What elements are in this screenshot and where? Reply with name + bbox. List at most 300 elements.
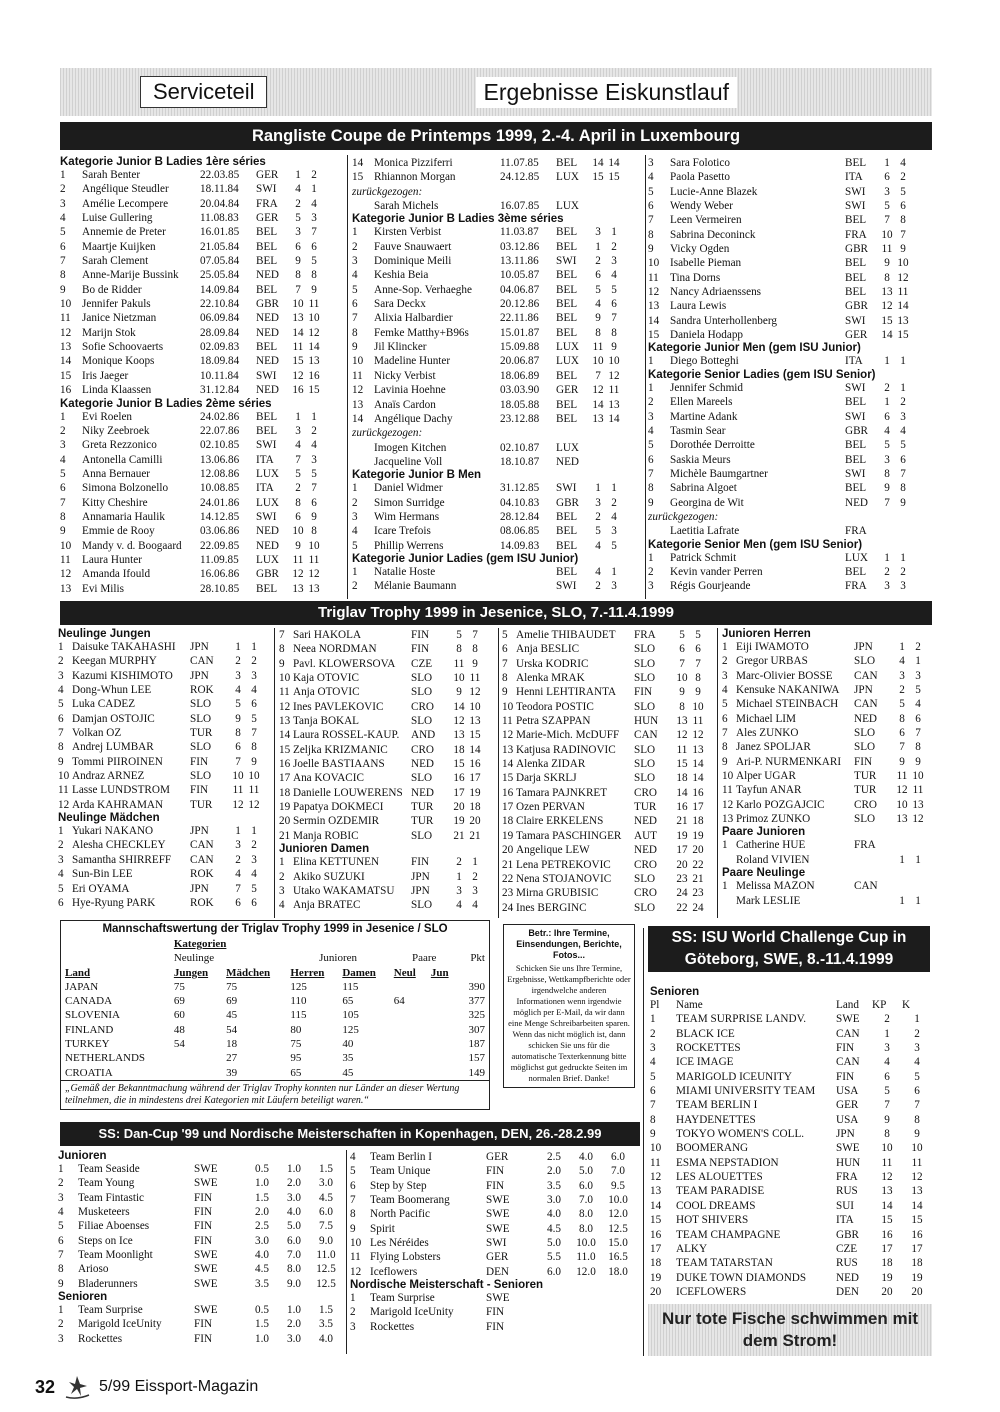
result-row: [58, 726, 273, 740]
result-row: [722, 640, 934, 654]
cell: 7: [595, 369, 601, 382]
cell: 7.0: [611, 1165, 625, 1178]
header-cell: KP: [872, 999, 887, 1011]
cell: FRA: [845, 580, 867, 593]
cell: 3: [648, 157, 654, 169]
cell: 15: [60, 369, 72, 382]
cell: FRA: [845, 525, 867, 538]
cell: 8: [914, 1113, 920, 1126]
cell: 12: [292, 369, 304, 382]
cell: Nicky Verbist: [374, 369, 436, 382]
cell: 03.12.86: [500, 240, 540, 253]
cell: RUS: [836, 1185, 858, 1198]
cell: 115: [290, 1009, 307, 1022]
cell: 9: [884, 482, 890, 495]
cell: TEAM TATARSTAN: [676, 1257, 773, 1270]
cell: 5: [251, 882, 257, 895]
cell: 19: [911, 1271, 923, 1284]
category-heading: Nordische Meisterschaft - Senioren: [350, 1279, 543, 1292]
result-row: [352, 524, 642, 538]
cell: 17: [469, 772, 481, 785]
cell: Akiko SUZUKI: [293, 870, 365, 883]
cell: 20: [676, 858, 688, 871]
cell: FRA: [256, 197, 278, 210]
cell: Fauve Snauwaert: [374, 240, 452, 253]
result-row: [350, 1222, 640, 1236]
cell: BEL: [256, 410, 278, 423]
cell: 13: [279, 715, 291, 728]
cell: 3.5: [255, 1277, 269, 1290]
cell: 19: [453, 815, 465, 828]
cell: 22: [502, 872, 514, 885]
cell: BEL: [845, 396, 867, 409]
team-row: [61, 1066, 489, 1080]
cell: 1: [884, 157, 890, 169]
cell: Martine Adank: [670, 410, 738, 423]
cell: SWE: [836, 1142, 860, 1155]
result-row: [352, 283, 642, 297]
cell: 2: [611, 496, 617, 509]
result-row: [648, 410, 933, 424]
cell: 24.12.85: [500, 171, 540, 184]
cell: GER: [256, 169, 279, 181]
cell: 19: [676, 829, 688, 842]
triglav-column-2: [279, 628, 497, 918]
cell: 13: [453, 729, 465, 742]
cell: 4: [914, 1056, 920, 1069]
cell: 11: [722, 784, 733, 797]
result-row: [650, 1242, 932, 1256]
cell: [570, 1320, 602, 1334]
cell: 6: [235, 741, 241, 754]
cell: FRA: [845, 228, 867, 241]
result-row: [502, 657, 716, 671]
cell: SWI: [845, 200, 866, 213]
cell: 5: [311, 255, 317, 268]
cell: GER: [486, 1151, 509, 1163]
cell: 9: [502, 686, 508, 699]
cell: Eri OYAMA: [72, 882, 130, 895]
cell: 15: [352, 171, 364, 184]
cell: 14: [648, 314, 660, 327]
cell: FRA: [836, 1171, 858, 1184]
cell: JPN: [411, 884, 430, 897]
cell: 21: [453, 829, 465, 842]
cell: [390, 1023, 427, 1037]
cell: 6: [650, 1085, 656, 1098]
cell: [500, 565, 556, 579]
cell: 12: [897, 271, 909, 284]
cell: 17: [502, 801, 514, 814]
cell: RUS: [836, 1257, 858, 1270]
cell: Zeljka KRIZMANIC: [293, 743, 388, 756]
cell: 6: [58, 896, 64, 909]
result-row: [58, 755, 273, 769]
cell: BEL: [256, 240, 278, 253]
result-row: [58, 712, 273, 726]
cell: 4: [611, 269, 617, 282]
cell: Urska KODRIC: [516, 657, 589, 670]
cell: 4.0: [579, 1151, 593, 1163]
cell: Rockettes: [78, 1332, 123, 1345]
cell: 2: [900, 565, 906, 578]
cell: [722, 894, 736, 908]
cell: 1: [595, 482, 601, 495]
cell: CZE: [411, 657, 433, 670]
cell: 11: [608, 384, 620, 397]
result-row: [722, 669, 934, 683]
cell: 1: [899, 641, 905, 653]
dancup-column-1: [58, 1150, 343, 1355]
cell: GBR: [256, 568, 280, 581]
result-row: [502, 901, 716, 915]
cell: BEL: [256, 283, 278, 296]
cell: NED: [256, 539, 279, 552]
notice-title: Betr.: Ihre Termine, Einsendungen, Berichte, Fotos...: [516, 928, 622, 960]
cell: 6: [679, 643, 685, 656]
cell: SWI: [845, 314, 866, 327]
cell: 13: [881, 286, 893, 299]
cell: 10: [502, 700, 514, 713]
cell: 9: [295, 255, 301, 268]
cell: 9: [611, 341, 617, 354]
cell: NED: [256, 269, 279, 282]
cell: 1: [915, 894, 921, 907]
result-row: [352, 156, 642, 170]
cell: FIN: [194, 1318, 213, 1331]
cell: Tamara PASCHINGER: [516, 829, 622, 842]
cell: Gregor URBAS: [736, 655, 808, 668]
cell: CAN: [854, 880, 878, 893]
cell: Kitty Cheshire: [82, 496, 148, 509]
cell: BEL: [845, 286, 867, 299]
cell: SLO: [411, 686, 433, 699]
cell: 18: [469, 801, 481, 814]
result-row: [650, 1285, 932, 1299]
cell: 15: [502, 772, 514, 785]
cell: 5: [595, 283, 601, 296]
cell: Natalie Hoste: [374, 565, 436, 578]
cell: SWE: [194, 1304, 218, 1317]
cell: CAN: [190, 655, 214, 668]
cell: 7: [352, 312, 358, 325]
team-title: Mannschaftswertung der Triglav Trophy 1999 in Jesenice / SLO: [102, 923, 448, 935]
cell: FIN: [486, 1179, 505, 1192]
cell: Sabrina Algoet: [670, 482, 737, 495]
result-row: [60, 340, 345, 354]
cell: 18: [692, 815, 704, 828]
cell: Tamara PAJNKRET: [516, 786, 608, 799]
cell: 13: [881, 1185, 893, 1198]
result-row: [58, 1234, 343, 1248]
category-heading: Kategorie Junior B Men: [352, 469, 482, 482]
cell: 08.06.85: [500, 525, 540, 538]
cell: 8: [295, 269, 301, 282]
cell: 14: [650, 1199, 662, 1212]
cell: Monique Koops: [82, 355, 155, 368]
cell: 12: [308, 326, 320, 339]
cell: TURKEY: [65, 1038, 110, 1051]
cell: 7: [311, 226, 317, 239]
cell: 13: [650, 1185, 662, 1198]
category-heading: Neulinge Mädchen: [58, 812, 160, 825]
cell: SWI: [845, 185, 866, 198]
cell: Wendy Weber: [670, 200, 733, 213]
cell: 8: [884, 271, 890, 284]
cell: 10: [60, 298, 72, 311]
result-row: [502, 872, 716, 886]
result-row: [350, 1179, 640, 1193]
cell: Greta Rezzonico: [82, 439, 157, 452]
cell: SWI: [486, 1237, 507, 1250]
cell: BEL: [845, 453, 867, 466]
cell: 2: [60, 183, 66, 196]
team-note: „Gemäß der Bekanntmachung während der Triglav Trophy konnten nur Länder an dieser Wertung teilnehmen, die in mindestens drei Kategorien mit Läufern beteiligt waren.“: [61, 1080, 489, 1109]
cell: 10: [648, 257, 660, 270]
result-row: [502, 886, 716, 900]
cell: 5: [350, 1165, 356, 1178]
cell: Anne-Sop. Verhaeghe: [374, 283, 472, 296]
cell: 9.0: [287, 1277, 301, 1290]
cell: Petra SZAPPAN: [516, 715, 591, 728]
cell: 11: [676, 743, 688, 756]
result-row: [722, 783, 934, 797]
cell: 9: [456, 686, 462, 699]
cell: 2: [235, 853, 241, 866]
cell: 10: [469, 700, 481, 713]
cell: 2: [595, 255, 601, 268]
cell: 10.11.84: [200, 369, 239, 382]
cell: 6: [900, 200, 906, 213]
cell: GBR: [556, 496, 580, 509]
cell: 14: [911, 1199, 923, 1212]
cell: [538, 1305, 570, 1319]
cell: 16: [911, 1228, 923, 1241]
cell: 2: [279, 870, 285, 883]
cell: 2: [915, 641, 921, 653]
cell: GER: [556, 384, 579, 397]
cell: 1: [311, 410, 317, 423]
result-row: [279, 870, 497, 884]
result-row: [60, 240, 345, 254]
cell: SWI: [556, 580, 577, 593]
cell: Claire ERKELENS: [516, 815, 604, 828]
cell: 18: [911, 1257, 923, 1270]
result-row: [279, 671, 497, 685]
cell: NED: [556, 455, 579, 468]
cell: 3: [235, 839, 241, 852]
cell: 3: [311, 453, 317, 466]
result-row: [279, 884, 497, 898]
cell: NED: [256, 525, 279, 538]
cell: Kevin vander Perren: [670, 565, 763, 578]
cell: SWI: [845, 410, 866, 423]
cell: 3: [884, 453, 890, 466]
cell: Anja BRATEC: [293, 899, 361, 912]
cell: 12: [648, 286, 660, 299]
result-row: [648, 242, 933, 256]
cell: 4: [350, 1151, 356, 1163]
cell: 17: [692, 801, 704, 814]
cell: 6: [60, 240, 66, 253]
cell: 4: [311, 197, 317, 210]
cell: 4: [58, 1206, 64, 1219]
result-row: [650, 1070, 932, 1084]
cell: Primoz ZUNKO: [736, 813, 811, 826]
cell: 1: [295, 169, 301, 181]
cell: HAYDENETTES: [676, 1113, 756, 1126]
cell: 5: [58, 882, 64, 895]
cell: 13.06.86: [200, 453, 240, 466]
cell: ROCKETTES: [676, 1042, 741, 1055]
result-row: [350, 1265, 640, 1279]
cell: 04.10.83: [500, 496, 540, 509]
category-heading: Kategorie Junior Ladies (gem ISU Junior): [352, 552, 579, 565]
result-row: [58, 1262, 343, 1276]
cell: 14: [881, 329, 893, 342]
cell: 8.0: [579, 1222, 593, 1235]
cell: 11: [352, 369, 363, 382]
cell: BEL: [556, 510, 578, 523]
cell: 3: [58, 1191, 64, 1204]
cell: 9: [235, 712, 241, 725]
cell: Iris Jaeger: [82, 369, 129, 382]
result-row: [648, 453, 933, 467]
header-cell: Pl: [650, 999, 660, 1011]
cell: 9: [311, 283, 317, 296]
cell: 19: [650, 1271, 662, 1284]
triglav-column-3: [502, 628, 716, 918]
cell: SLO: [634, 743, 656, 756]
cell: 8: [456, 643, 462, 656]
cell: 4: [472, 899, 478, 912]
cell: Paola Pasetto: [670, 171, 730, 184]
cell: Annemie de Preter: [82, 226, 166, 239]
cell: NETHERLANDS: [65, 1052, 146, 1065]
cell: JPN: [190, 669, 209, 682]
cell: 5: [58, 698, 64, 711]
withdrawn-label: zurückgezogen:: [352, 427, 423, 440]
cell: Katjusa RADINOVIC: [516, 743, 616, 756]
cell: 125: [342, 1023, 359, 1036]
cell: 6: [884, 410, 890, 423]
cell: 5: [722, 698, 728, 711]
cell: 4: [595, 565, 601, 578]
cell: Manja ROBIC: [293, 829, 359, 842]
result-row: [58, 1205, 343, 1219]
cell: 18: [676, 772, 688, 785]
cell: 1: [650, 1013, 656, 1026]
result-row: [279, 743, 497, 757]
cell: 12: [308, 568, 320, 581]
cell: 7: [58, 727, 64, 740]
cell: [602, 1305, 634, 1319]
cell: 8: [900, 214, 906, 227]
cell: HOT SHIVERS: [676, 1214, 749, 1227]
cell: 18: [881, 1257, 893, 1270]
cell: 16: [469, 758, 481, 771]
cell: BEL: [845, 482, 867, 495]
result-row: [58, 1332, 343, 1346]
cell: 9: [279, 657, 285, 670]
cell: Hye-Ryung PARK: [72, 896, 156, 909]
cell: 20: [692, 844, 704, 857]
cell: 5: [695, 629, 701, 641]
cell: 3: [350, 1320, 356, 1333]
cell: USA: [836, 1113, 859, 1126]
cell: [390, 1051, 427, 1065]
result-row: [60, 254, 345, 268]
cell: 11: [469, 672, 481, 685]
cell: 9: [915, 755, 921, 768]
cell: Sara Folotico: [670, 157, 730, 169]
cell: 3: [58, 1332, 64, 1345]
cell: SWI: [256, 183, 277, 196]
cell: SLO: [634, 643, 656, 656]
cell: 4: [295, 183, 301, 196]
cell: 16.01.85: [200, 226, 240, 239]
cell: 8.0: [579, 1208, 593, 1221]
cell: BEL: [556, 525, 578, 538]
cell: BEL: [845, 214, 867, 227]
cell: 1: [914, 1013, 920, 1026]
cell: JPN: [854, 684, 873, 697]
cell: Jil Klincker: [374, 341, 427, 354]
cell: 7: [235, 882, 241, 895]
cell: 5: [884, 439, 890, 452]
cell: JAPAN: [65, 980, 99, 993]
cell: 2.0: [547, 1165, 561, 1178]
cell: BEL: [256, 341, 278, 354]
cell: 45: [226, 1009, 238, 1022]
cell: 1: [472, 856, 478, 869]
cell: 18: [650, 1257, 662, 1270]
cell: [910, 879, 926, 893]
cell: 325: [468, 1009, 485, 1022]
cell: Musketeers: [78, 1206, 130, 1219]
cell: Saskia Meurs: [670, 453, 731, 466]
result-row: [650, 1156, 932, 1170]
cell: Filiae Aboenses: [78, 1220, 150, 1233]
result-row: [650, 1113, 932, 1127]
cell: Team Berlin I: [370, 1151, 432, 1163]
cell: 9: [900, 496, 906, 509]
cell: LUX: [556, 355, 579, 368]
cell: 149: [468, 1066, 485, 1079]
cell: SLO: [411, 672, 433, 685]
cell: SLO: [854, 655, 876, 668]
cell: 13: [469, 715, 481, 728]
cell: 7: [695, 657, 701, 670]
result-row: [722, 726, 934, 740]
result-row: [58, 1219, 343, 1233]
cell: Neea NORDMAN: [293, 643, 377, 656]
cell: 1: [899, 894, 905, 907]
cell: Eiji IWAMOTO: [736, 641, 809, 653]
cell: 1: [352, 482, 358, 495]
cell: BEL: [845, 257, 867, 270]
cell: DEN: [486, 1265, 509, 1278]
cell: 18: [226, 1038, 238, 1051]
cell: 24: [676, 887, 688, 900]
cell: CRO: [634, 887, 658, 900]
cell: [590, 455, 606, 469]
section-title: Ergebnisse Eiskunstlauf: [476, 77, 737, 108]
result-row: [58, 697, 273, 711]
cell: 21.05.84: [200, 240, 240, 253]
cell: 15.0: [608, 1237, 628, 1250]
cell: 7: [884, 496, 890, 509]
